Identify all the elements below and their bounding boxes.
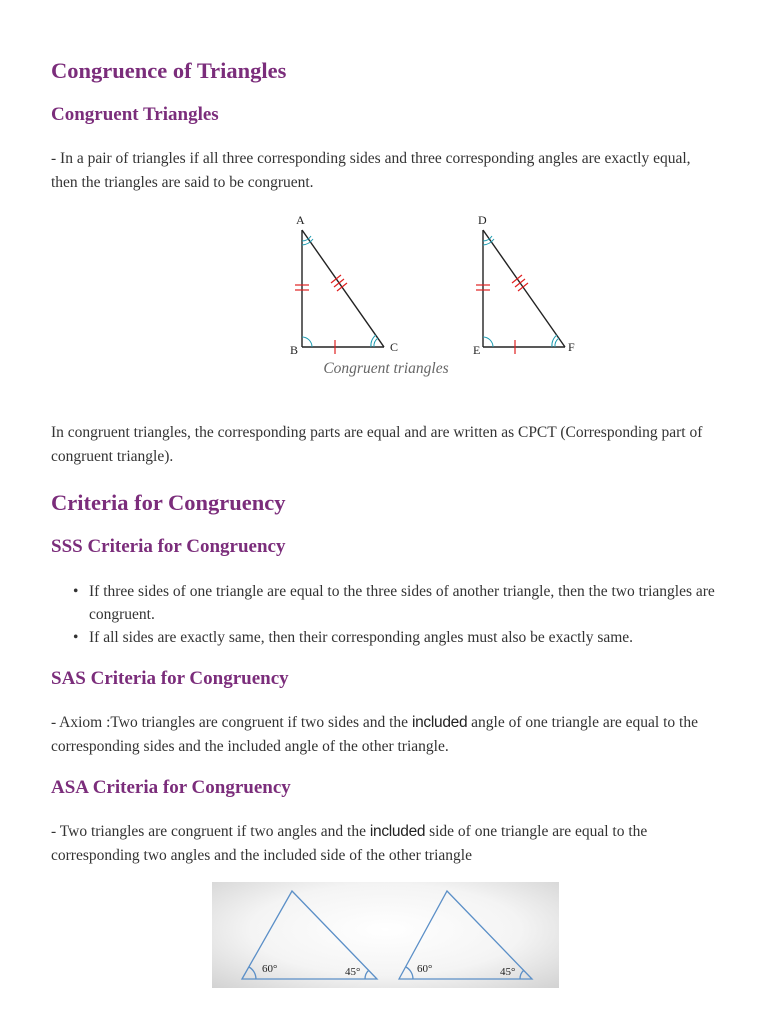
asa-angle-label-45-left: 45° <box>345 966 361 978</box>
sss-heading: SSS Criteria for Congruency <box>51 536 286 557</box>
asa-emphasis: included <box>369 823 426 840</box>
asa-triangles-svg <box>212 882 559 988</box>
page-title: Congruence of Triangles <box>51 58 287 83</box>
vertex-label-d: D <box>478 213 487 227</box>
sas-text-after: angle of one triangle are equal to the corresponding sides and the included angle of the other triangle. <box>51 714 698 755</box>
congruent-triangles-figure <box>233 208 575 358</box>
list-item: • If all sides are exactly same, then their corresponding angles must also be exactly same. <box>51 626 721 649</box>
asa-heading: ASA Criteria for Congruency <box>51 777 291 798</box>
congruent-definition: - In a pair of triangles if all three corresponding sides and three corresponding angles are exactly equal, then the triangles are said to be congruent. <box>51 150 691 191</box>
sss-list <box>51 580 721 649</box>
figure-caption: Congruent triangles <box>323 360 449 377</box>
congruent-triangles-heading: Congruent Triangles <box>51 104 219 125</box>
tick-marks-def <box>476 275 528 354</box>
asa-angle-label-60-right: 60° <box>417 963 433 975</box>
vertex-label-c: C <box>390 340 399 354</box>
triangle-abc <box>302 230 384 347</box>
sas-emphasis: included <box>411 714 468 731</box>
vertex-label-f: F <box>568 340 575 354</box>
tick-marks-abc <box>295 275 347 354</box>
sas-heading: SAS Criteria for Congruency <box>51 668 289 689</box>
asa-text-after: side of one triangle are equal to the corresponding two angles and the included side of the other triangle <box>51 823 648 864</box>
list-item: • If three sides of one triangle are equal to the three sides of another triangle, then the two triangles are congruent. <box>51 580 721 626</box>
vertex-label-e: E <box>473 343 481 357</box>
asa-angle-label-60-left: 60° <box>262 963 278 975</box>
sas-paragraph <box>51 711 721 759</box>
sas-text-before: - Axiom :Two triangles are congruent if two sides and the <box>51 714 412 731</box>
criteria-heading: Criteria for Congruency <box>51 490 286 515</box>
asa-angle-label-45-right: 45° <box>500 966 516 978</box>
angle-arcs-def <box>483 236 559 347</box>
triangle-def <box>483 230 565 347</box>
asa-text-before: - Two triangles are congruent if two angles and the <box>51 823 370 840</box>
vertex-label-b: B <box>290 343 299 357</box>
asa-figure <box>212 882 559 988</box>
asa-paragraph <box>51 820 721 868</box>
vertex-label-a: A <box>296 213 305 227</box>
angle-arcs-abc <box>302 236 378 347</box>
cpct-paragraph: In congruent triangles, the corresponding parts are equal and are written as CPCT (Corresponding part of congruent triangle). <box>51 424 703 465</box>
